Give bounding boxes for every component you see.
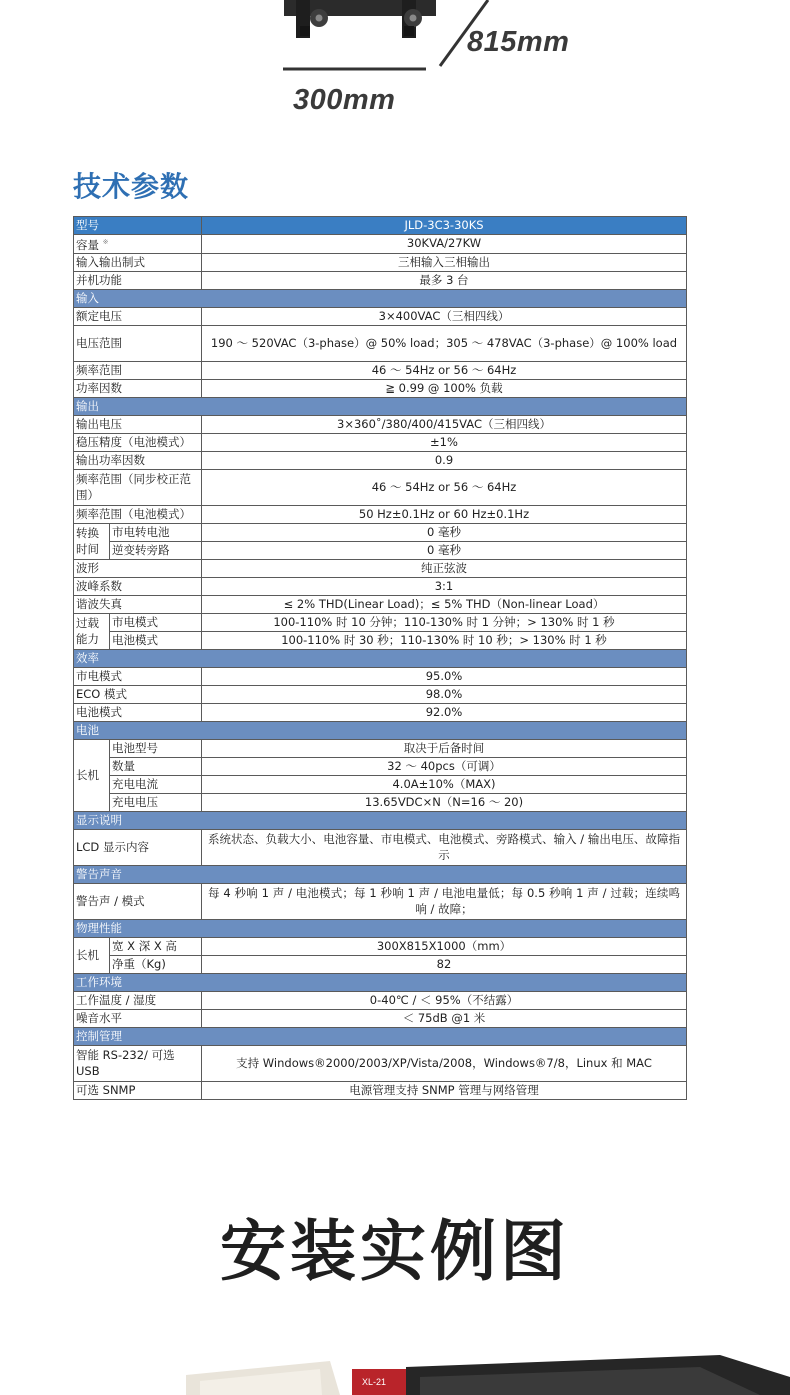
control-header: 控制管理 bbox=[74, 1028, 687, 1046]
io-value: 三相输入三相输出 bbox=[202, 254, 687, 272]
overload-label: 过载能力 bbox=[74, 614, 110, 650]
waveform-label: 波形 bbox=[74, 560, 202, 578]
efficiency-c-value: 92.0% bbox=[202, 704, 687, 722]
sync-frequency-value: 46 ～ 54Hz or 56 ～ 64Hz bbox=[202, 470, 687, 506]
smart-port-value: 支持 Windows®2000/2003/XP/Vista/2008，Windows®7/8，Linux 和 MAC bbox=[202, 1046, 687, 1082]
rated-voltage-label: 额定电压 bbox=[74, 308, 202, 326]
group-header-row bbox=[74, 398, 687, 416]
table-row bbox=[74, 938, 687, 956]
dims-value: 300X815X1000（mm） bbox=[202, 938, 687, 956]
noise-label: 噪音水平 bbox=[74, 1010, 202, 1028]
table-row bbox=[74, 668, 687, 686]
efficiency-a-label: 市电模式 bbox=[74, 668, 202, 686]
table-row bbox=[74, 362, 687, 380]
sync-frequency-label: 频率范围（同步校正范围） bbox=[74, 470, 202, 506]
physical-long-label: 长机 bbox=[74, 938, 110, 974]
table-row bbox=[74, 434, 687, 452]
power-factor-label: 功率因数 bbox=[74, 380, 202, 398]
overload-b-label: 电池模式 bbox=[110, 632, 202, 650]
temperature-value: 0-40℃ / ＜ 95%（不结露） bbox=[202, 992, 687, 1010]
section-title: 技术参数 bbox=[73, 170, 190, 203]
power-factor-value: ≧ 0.99 @ 100% 负载 bbox=[202, 380, 687, 398]
table-row bbox=[74, 956, 687, 974]
table-row bbox=[74, 272, 687, 290]
table-row bbox=[74, 217, 687, 235]
table-row bbox=[74, 470, 687, 506]
table-row bbox=[74, 884, 687, 920]
transfer-b-label: 逆变转旁路 bbox=[110, 542, 202, 560]
efficiency-b-value: 98.0% bbox=[202, 686, 687, 704]
table-row bbox=[74, 830, 687, 866]
lcd-value: 系统状态、负载大小、电池容量、市电模式、电池模式、旁路模式、输入 / 输出电压、故障指示 bbox=[202, 830, 687, 866]
rated-voltage-value: 3×400VAC（三相四线） bbox=[202, 308, 687, 326]
battery-qty-value: 32 ～ 40pcs（可调） bbox=[202, 758, 687, 776]
overload-a-value: 100-110% 时 10 分钟；110-130% 时 1 分钟；> 130% 时 1 秒 bbox=[202, 614, 687, 632]
noise-value: ＜ 75dB @1 米 bbox=[202, 1010, 687, 1028]
photo-label: XL-21 bbox=[362, 1377, 387, 1387]
spec-table bbox=[73, 216, 687, 1100]
crest-value: 3:1 bbox=[202, 578, 687, 596]
smart-port-label: 智能 RS-232/ 可选 USB bbox=[74, 1046, 202, 1082]
table-row bbox=[74, 1082, 687, 1100]
table-row bbox=[74, 560, 687, 578]
charge-voltage-label: 充电电压 bbox=[110, 794, 202, 812]
install-title: 安装实例图 bbox=[220, 1213, 570, 1290]
overload-a-label: 市电模式 bbox=[110, 614, 202, 632]
parallel-label: 并机功能 bbox=[74, 272, 202, 290]
table-row bbox=[74, 704, 687, 722]
display-header: 显示说明 bbox=[74, 812, 687, 830]
capacity-value: 30KVA/27KW bbox=[202, 235, 687, 254]
table-row bbox=[74, 776, 687, 794]
capacity-label: 容量 bbox=[76, 237, 99, 252]
table-row bbox=[74, 416, 687, 434]
battery-header: 电池 bbox=[74, 722, 687, 740]
table-row bbox=[74, 1046, 687, 1082]
battery-type-label: 电池型号 bbox=[110, 740, 202, 758]
input-frequency-label: 频率范围 bbox=[74, 362, 202, 380]
table-row bbox=[74, 380, 687, 398]
physical-header: 物理性能 bbox=[74, 920, 687, 938]
table-row bbox=[74, 992, 687, 1010]
transfer-a-label: 市电转电池 bbox=[110, 524, 202, 542]
capacity-mark: ※ bbox=[102, 238, 109, 246]
alarm-header: 警告声音 bbox=[74, 866, 687, 884]
transfer-time-label: 转换时间 bbox=[74, 524, 110, 560]
group-header-row bbox=[74, 974, 687, 992]
dimension-drawing bbox=[0, 0, 790, 140]
io-label: 输入输出制式 bbox=[74, 254, 202, 272]
efficiency-header: 效率 bbox=[74, 650, 687, 668]
group-header-row bbox=[74, 650, 687, 668]
transfer-a-value: 0 毫秒 bbox=[202, 524, 687, 542]
table-row bbox=[74, 524, 687, 542]
battery-frequency-label: 频率范围（电池模式） bbox=[74, 506, 202, 524]
table-row bbox=[74, 326, 687, 362]
width-dimension: 300mm bbox=[293, 84, 396, 116]
table-row bbox=[74, 452, 687, 470]
table-row bbox=[74, 235, 687, 254]
lcd-label: LCD 显示内容 bbox=[74, 830, 202, 866]
battery-qty-label: 数量 bbox=[110, 758, 202, 776]
snmp-value: 电源管理支持 SNMP 管理与网络管理 bbox=[202, 1082, 687, 1100]
depth-dimension: 815mm bbox=[467, 26, 570, 58]
capacity-cell bbox=[74, 235, 202, 254]
table-row bbox=[74, 614, 687, 632]
thd-label: 谐波失真 bbox=[74, 596, 202, 614]
group-header-row bbox=[74, 722, 687, 740]
weight-label: 净重（Kg) bbox=[110, 956, 202, 974]
table-row bbox=[74, 758, 687, 776]
table-row bbox=[74, 1010, 687, 1028]
transfer-b-value: 0 毫秒 bbox=[202, 542, 687, 560]
input-frequency-value: 46 ～ 54Hz or 56 ～ 64Hz bbox=[202, 362, 687, 380]
table-row bbox=[74, 542, 687, 560]
table-row bbox=[74, 632, 687, 650]
table-row bbox=[74, 596, 687, 614]
model-label: 型号 bbox=[74, 217, 202, 235]
installation-photo bbox=[0, 1355, 790, 1395]
output-header: 输出 bbox=[74, 398, 687, 416]
input-header: 输入 bbox=[74, 290, 687, 308]
charge-voltage-value: 13.65VDC×N（N=16 ～ 20) bbox=[202, 794, 687, 812]
table-row bbox=[74, 506, 687, 524]
voltage-range-value: 190 ～ 520VAC（3-phase）@ 50% load；305 ～ 478VAC（3-phase）@ 100% load bbox=[202, 326, 687, 362]
temperature-label: 工作温度 / 湿度 bbox=[74, 992, 202, 1010]
table-row bbox=[74, 578, 687, 596]
voltage-range-label: 电压范围 bbox=[74, 326, 202, 362]
snmp-label: 可选 SNMP bbox=[74, 1082, 202, 1100]
table-row bbox=[74, 308, 687, 326]
group-header-row bbox=[74, 1028, 687, 1046]
group-header-row bbox=[74, 866, 687, 884]
table-row bbox=[74, 740, 687, 758]
table-row bbox=[74, 254, 687, 272]
output-voltage-label: 输出电压 bbox=[74, 416, 202, 434]
battery-frequency-value: 50 Hz±0.1Hz or 60 Hz±0.1Hz bbox=[202, 506, 687, 524]
waveform-value: 纯正弦波 bbox=[202, 560, 687, 578]
regulation-value: ±1% bbox=[202, 434, 687, 452]
thd-value: ≤ 2% THD(Linear Load)；≤ 5% THD（Non-linear Load） bbox=[202, 596, 687, 614]
group-header-row bbox=[74, 812, 687, 830]
group-header-row bbox=[74, 920, 687, 938]
table-row bbox=[74, 686, 687, 704]
environment-header: 工作环境 bbox=[74, 974, 687, 992]
dims-label: 宽 X 深 X 高 bbox=[110, 938, 202, 956]
regulation-label: 稳压精度（电池模式） bbox=[74, 434, 202, 452]
parallel-value: 最多 3 台 bbox=[202, 272, 687, 290]
crest-label: 波峰系数 bbox=[74, 578, 202, 596]
charge-current-label: 充电电流 bbox=[110, 776, 202, 794]
long-model-label: 长机 bbox=[74, 740, 110, 812]
group-header-row bbox=[74, 290, 687, 308]
model-value: JLD-3C3-30KS bbox=[202, 217, 687, 235]
alarm-label: 警告声 / 模式 bbox=[74, 884, 202, 920]
efficiency-b-label: ECO 模式 bbox=[74, 686, 202, 704]
efficiency-a-value: 95.0% bbox=[202, 668, 687, 686]
weight-value: 82 bbox=[202, 956, 687, 974]
alarm-value: 每 4 秒响 1 声 / 电池模式；每 1 秒响 1 声 / 电池电量低；每 0.5 秒响 1 声 / 过载；连续鸣响 / 故障； bbox=[202, 884, 687, 920]
table-row bbox=[74, 794, 687, 812]
output-pf-value: 0.9 bbox=[202, 452, 687, 470]
overload-b-value: 100-110% 时 30 秒；110-130% 时 10 秒；> 130% 时 1 秒 bbox=[202, 632, 687, 650]
output-pf-label: 输出功率因数 bbox=[74, 452, 202, 470]
charge-current-value: 4.0A±10%（MAX) bbox=[202, 776, 687, 794]
output-voltage-value: 3×360˚/380/400/415VAC（三相四线） bbox=[202, 416, 687, 434]
battery-type-value: 取决于后备时间 bbox=[202, 740, 687, 758]
ups-cabinet-drawing bbox=[0, 0, 790, 140]
efficiency-c-label: 电池模式 bbox=[74, 704, 202, 722]
